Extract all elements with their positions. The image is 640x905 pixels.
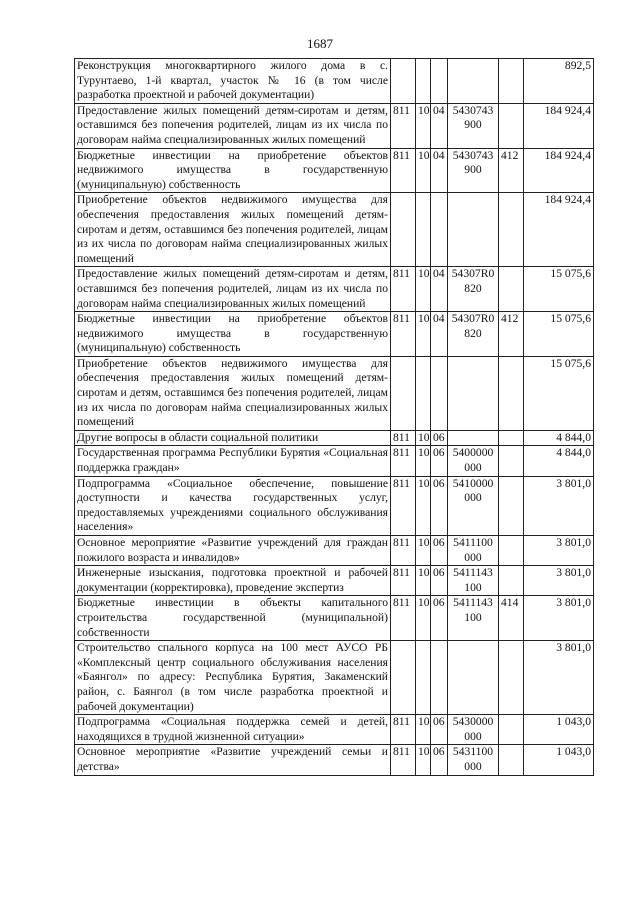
row-name: Подпрограмма «Социальная поддержка семей и детей, находящихся в трудной жизненной ситуации» [75, 715, 391, 745]
row-section-code: 10 [416, 103, 431, 148]
row-subsection-code: 06 [431, 566, 448, 596]
row-subsection-code [431, 193, 448, 267]
row-name: Предоставление жилых помещений детям-сиротам и детям, оставшимся без попечения родителей, лицам из их числа по договорам найма специализированных жилых помещений [75, 103, 391, 148]
row-section-code: 10 [416, 446, 431, 476]
row-amount: 15 075,6 [524, 356, 594, 430]
table-row [75, 715, 594, 745]
table-row [75, 596, 594, 641]
row-amount: 3 801,0 [524, 536, 594, 566]
row-target-article: 5430000 000 [448, 715, 499, 745]
table-row [75, 312, 594, 357]
row-amount: 3 801,0 [524, 476, 594, 535]
row-target-article [448, 641, 499, 715]
table-row [75, 356, 594, 430]
row-target-article: 5411100 000 [448, 536, 499, 566]
row-name: Приобретение объектов недвижимого имущества для обеспечения предоставления жилых помещений детям-сиротам и детям, оставшимся без попечения родителей, лицам из их числа по договорам найма специализированных жилых помещений [75, 193, 391, 267]
row-target-article [448, 193, 499, 267]
row-name: Государственная программа Республики Бурятия «Социальная поддержка граждан» [75, 446, 391, 476]
row-target-article [448, 356, 499, 430]
row-expense-type [499, 430, 524, 446]
row-ved-code: 811 [391, 745, 416, 775]
row-amount: 184 924,4 [524, 193, 594, 267]
table-row [75, 745, 594, 775]
row-amount: 184 924,4 [524, 103, 594, 148]
table-row [75, 267, 594, 312]
row-name: Бюджетные инвестиции в объекты капитального строительства государственной (муниципальной) собственности [75, 596, 391, 641]
row-name: Бюджетные инвестиции на приобретение объектов недвижимого имущества в государственную (муниципальную) собственность [75, 148, 391, 193]
row-target-article: 54307R0 820 [448, 312, 499, 357]
row-name: Предоставление жилых помещений детям-сиротам и детям, оставшимся без попечения родителей, лицам из их числа по договорам найма специализированных жилых помещений [75, 267, 391, 312]
row-ved-code: 811 [391, 148, 416, 193]
row-target-article [448, 59, 499, 104]
row-subsection-code: 04 [431, 312, 448, 357]
row-subsection-code: 04 [431, 267, 448, 312]
row-ved-code: 811 [391, 715, 416, 745]
row-ved-code [391, 193, 416, 267]
row-expense-type [499, 103, 524, 148]
row-subsection-code: 04 [431, 103, 448, 148]
row-target-article: 5430743 900 [448, 148, 499, 193]
row-section-code [416, 356, 431, 430]
row-name: Основное мероприятие «Развитие учреждений для граждан пожилого возраста и инвалидов» [75, 536, 391, 566]
row-section-code: 10 [416, 476, 431, 535]
row-amount: 3 801,0 [524, 641, 594, 715]
row-expense-type [499, 193, 524, 267]
table-row [75, 148, 594, 193]
row-amount: 15 075,6 [524, 312, 594, 357]
row-ved-code: 811 [391, 476, 416, 535]
table-row [75, 193, 594, 267]
row-ved-code [391, 356, 416, 430]
row-subsection-code: 04 [431, 148, 448, 193]
row-subsection-code [431, 59, 448, 104]
row-name: Приобретение объектов недвижимого имущества для обеспечения предоставления жилых помещений детям-сиротам и детям, оставшимся без попечения родителей, лицам из их числа по договорам найма специализированных жилых помещений [75, 356, 391, 430]
row-expense-type [499, 745, 524, 775]
row-section-code: 10 [416, 267, 431, 312]
row-subsection-code: 06 [431, 476, 448, 535]
row-section-code [416, 193, 431, 267]
table-row [75, 430, 594, 446]
row-target-article: 5400000 000 [448, 446, 499, 476]
row-target-article: 5430743 900 [448, 103, 499, 148]
row-subsection-code: 06 [431, 745, 448, 775]
row-section-code: 10 [416, 536, 431, 566]
row-expense-type [499, 536, 524, 566]
row-target-article: 5431100 000 [448, 745, 499, 775]
row-ved-code: 811 [391, 312, 416, 357]
table-row [75, 476, 594, 535]
row-section-code: 10 [416, 596, 431, 641]
row-ved-code: 811 [391, 596, 416, 641]
table-row [75, 103, 594, 148]
table-row [75, 641, 594, 715]
row-section-code: 10 [416, 312, 431, 357]
row-expense-type: 414 [499, 596, 524, 641]
row-name: Другие вопросы в области социальной политики [75, 430, 391, 446]
row-subsection-code: 06 [431, 430, 448, 446]
row-amount: 184 924,4 [524, 148, 594, 193]
row-subsection-code: 06 [431, 536, 448, 566]
row-expense-type [499, 59, 524, 104]
row-expense-type [499, 446, 524, 476]
row-ved-code: 811 [391, 536, 416, 566]
row-amount: 3 801,0 [524, 566, 594, 596]
row-expense-type [499, 715, 524, 745]
row-target-article [448, 430, 499, 446]
row-section-code: 10 [416, 745, 431, 775]
row-target-article: 5411143 100 [448, 566, 499, 596]
budget-table [74, 58, 594, 776]
row-ved-code: 811 [391, 103, 416, 148]
row-subsection-code: 06 [431, 446, 448, 476]
row-ved-code: 811 [391, 446, 416, 476]
row-target-article: 5410000 000 [448, 476, 499, 535]
row-name: Инженерные изыскания, подготовка проектной и рабочей документации (корректировка), проведение экспертиз [75, 566, 391, 596]
budget-table-body [75, 59, 594, 776]
table-row [75, 536, 594, 566]
table-row [75, 59, 594, 104]
row-expense-type: 412 [499, 312, 524, 357]
row-expense-type [499, 476, 524, 535]
row-ved-code [391, 641, 416, 715]
row-subsection-code [431, 356, 448, 430]
row-subsection-code [431, 641, 448, 715]
row-section-code [416, 59, 431, 104]
row-name: Строительство спального корпуса на 100 мест АУСО РБ «Комплексный центр социального обслуживания населения «Баянгол» по адресу: Республика Бурятия, Закаменский район, с. Баянгол (в том числе разработка проектной и рабочей документации) [75, 641, 391, 715]
row-ved-code: 811 [391, 566, 416, 596]
row-amount: 4 844,0 [524, 446, 594, 476]
page-number: 1687 [307, 36, 333, 51]
row-target-article: 5411143 100 [448, 596, 499, 641]
row-section-code: 10 [416, 715, 431, 745]
row-subsection-code: 06 [431, 596, 448, 641]
row-ved-code: 811 [391, 267, 416, 312]
row-amount: 15 075,6 [524, 267, 594, 312]
row-section-code: 10 [416, 430, 431, 446]
row-amount: 1 043,0 [524, 715, 594, 745]
row-section-code: 10 [416, 148, 431, 193]
row-name: Основное мероприятие «Развитие учреждений семьи и детства» [75, 745, 391, 775]
table-row [75, 566, 594, 596]
row-expense-type [499, 641, 524, 715]
row-amount: 4 844,0 [524, 430, 594, 446]
row-expense-type [499, 267, 524, 312]
row-expense-type: 412 [499, 148, 524, 193]
row-amount: 3 801,0 [524, 596, 594, 641]
row-ved-code [391, 59, 416, 104]
row-section-code [416, 641, 431, 715]
row-target-article: 54307R0 820 [448, 267, 499, 312]
row-name: Подпрограмма «Социальное обеспечение, повышение доступности и качества государственных услуг, предоставляемых учреждениями социального обслуживания населения» [75, 476, 391, 535]
table-row [75, 446, 594, 476]
row-ved-code: 811 [391, 430, 416, 446]
row-expense-type [499, 566, 524, 596]
row-amount: 892,5 [524, 59, 594, 104]
row-amount: 1 043,0 [524, 745, 594, 775]
row-name: Бюджетные инвестиции на приобретение объектов недвижимого имущества в государственную (муниципальную) собственность [75, 312, 391, 357]
row-name: Реконструкция многоквартирного жилого дома в с. Турунтаево, 1-й квартал, участок № 16 (в том числе разработка проектной и рабочей документации) [75, 59, 391, 104]
row-expense-type [499, 356, 524, 430]
row-subsection-code: 06 [431, 715, 448, 745]
row-section-code: 10 [416, 566, 431, 596]
